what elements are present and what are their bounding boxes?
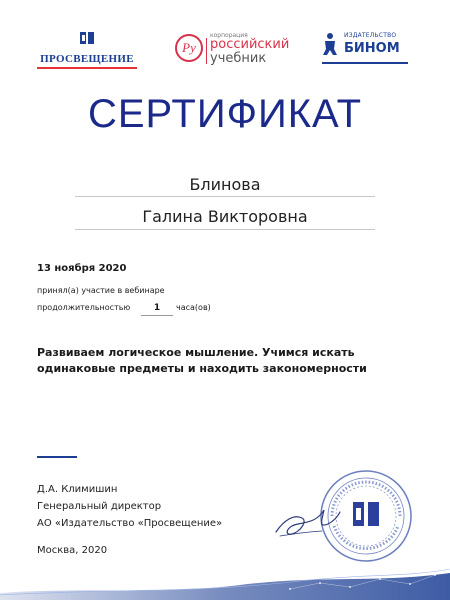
footer-network-decoration: [0, 565, 450, 600]
name-underline: [75, 196, 375, 197]
recipient-surname: Блинова: [189, 175, 261, 194]
binom-logo-small-text: ИЗДАТЕЛЬСТВО: [344, 32, 397, 39]
certificate-title: СЕРТИФИКАТ: [87, 92, 363, 136]
name-underline: [75, 229, 375, 230]
logo-divider: [206, 38, 207, 64]
ru-logo-small-text: корпорация: [210, 32, 248, 39]
seated-figure-icon: [322, 32, 338, 56]
logo-divider: [322, 62, 408, 64]
book-emblem-icon: [79, 30, 95, 46]
webinar-date: 13 ноября 2020: [37, 263, 127, 274]
signatory-name: Д.А. Климишин: [37, 484, 118, 495]
place-and-year: Москва, 2020: [37, 545, 108, 556]
recipient-given-names: Галина Викторовна: [142, 207, 308, 226]
logo-divider: [37, 67, 137, 69]
duration-unit: часа(ов): [176, 303, 211, 312]
prosveshchenie-logo-text: ПРОСВЕЩЕНИЕ: [40, 53, 134, 65]
handwritten-signature: [272, 498, 342, 543]
prosveshchenie-logo: [37, 30, 137, 70]
logo-bar: [0, 18, 450, 68]
webinar-title: Развиваем логическое мышление. Учимся искать одинаковые предметы и находить закономерности: [37, 346, 367, 375]
ru-circle-icon: Ру: [175, 34, 203, 62]
accent-dash: [37, 456, 77, 458]
ru-logo-line-1: российский: [210, 37, 290, 52]
ru-logo-line-2: учебник: [210, 51, 267, 66]
duration-label: продолжительностью: [37, 303, 131, 312]
signatory-position: Генеральный директор: [37, 501, 162, 512]
signatory-company: АО «Издательство «Просвещение»: [37, 518, 223, 529]
binom-logo-name: БИНОМ: [344, 41, 400, 56]
duration-underline: [141, 315, 173, 316]
duration-value: 1: [153, 303, 161, 313]
binom-logo: [322, 30, 410, 70]
participation-text: принял(а) участие в вебинаре: [37, 286, 165, 295]
russian-textbook-logo: [175, 30, 305, 66]
